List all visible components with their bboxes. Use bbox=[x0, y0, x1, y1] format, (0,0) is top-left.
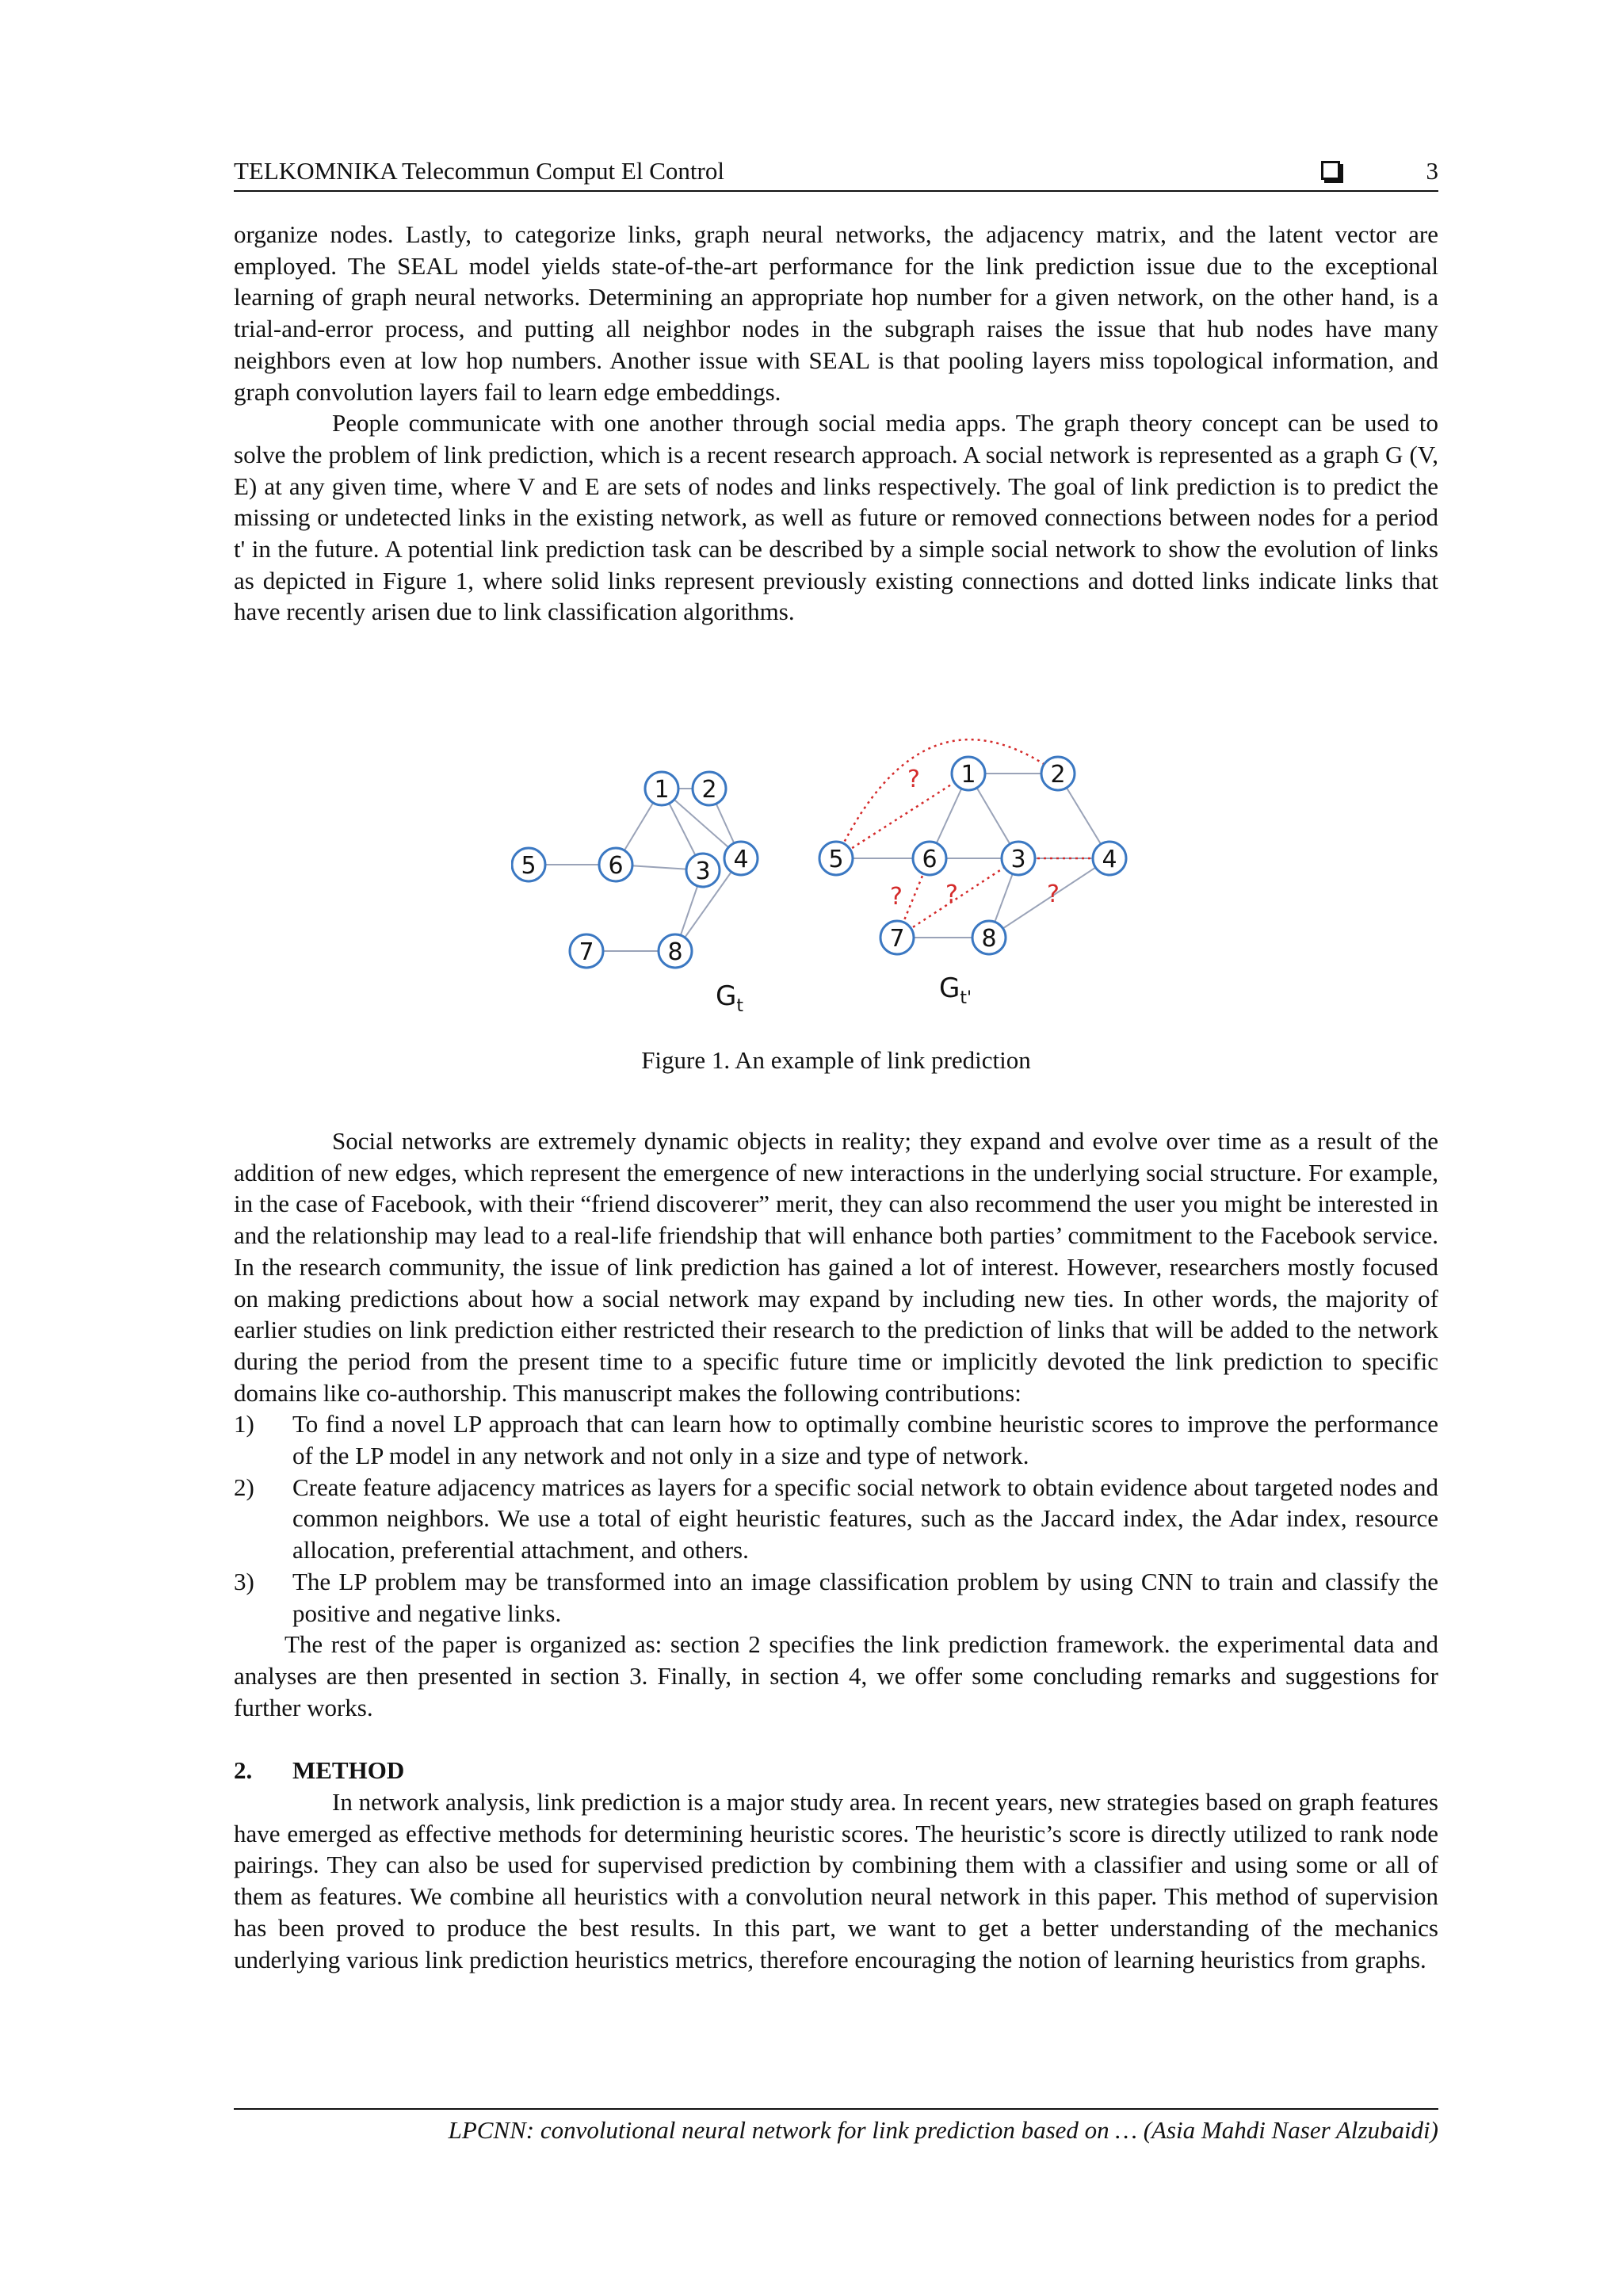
svg-text:7: 7 bbox=[579, 938, 594, 966]
svg-text:4: 4 bbox=[1102, 846, 1117, 873]
list-item-text: The LP problem may be transformed into an image classification problem by using CNN to train and classify the positive and negative links. bbox=[292, 1567, 1438, 1627]
body-section bbox=[234, 1125, 1438, 1975]
method-paragraph: In network analysis, link prediction is a major study area. In recent years, new strategies based on graph features have emerged as effective methods for determining heuristic scores. The heuristic’s score is directly utilized to rank node pairings. They can also be used for supervised prediction by combining them with a classifier and using some or all of them as features. We combine all heuristics with a convolution neural network in this paper. This method of supervision has been proved to produce the best results. In this part, we want to get a better understanding of the mechanics underlying various link prediction heuristics metrics, therefore encouraging the notion of learning heuristics from graphs. bbox=[234, 1788, 1438, 1973]
svg-text:2: 2 bbox=[1050, 761, 1066, 789]
question-mark-3: ? bbox=[945, 881, 958, 908]
predicted-edge-5-2 bbox=[836, 739, 1058, 858]
right-graph-nodes bbox=[819, 757, 1126, 954]
contributions-list bbox=[234, 1408, 1438, 1629]
node-8 bbox=[659, 934, 692, 968]
node-4 bbox=[724, 842, 758, 875]
svg-text:6: 6 bbox=[608, 852, 624, 880]
list-item bbox=[234, 1408, 1438, 1471]
svg-text:1: 1 bbox=[654, 776, 670, 804]
list-item-text: To find a novel LP approach that can learn how to optimally combine heuristic scores to improve the performance of the LP model in any network and not only in a size and type of network. bbox=[292, 1410, 1438, 1470]
node-6 bbox=[599, 848, 632, 881]
question-mark-2: ? bbox=[890, 883, 903, 911]
left-graph-nodes bbox=[512, 772, 758, 968]
node-1-prime bbox=[952, 757, 985, 790]
body-paragraph: Social networks are extremely dynamic objects in reality; they expand and evolve over time as a result of the addition of new edges, which represent the emergence of new interactions in the underlying social structure. For example, in the case of Facebook, with their “friend discoverer” merit, they can also recommend the user you might be interested in and the relationship may lead to a real-life friendship that will enhance both parties’ commitment to the Facebook service. In the research community, the issue of link prediction has gained a lot of interest. However, researchers mostly focused on making predictions about how a social network may expand by including new ties. In other words, the majority of earlier studies on link prediction either restricted their research to the prediction of links that will be added to the network during the period from the present time to a specific future time or implicitly devoted the link prediction to specific domains like co-authorship. This manuscript makes the following contributions: bbox=[234, 1127, 1438, 1407]
svg-text:2: 2 bbox=[701, 776, 717, 804]
node-7 bbox=[570, 934, 603, 968]
graph-left-label: $G_t$ bbox=[716, 980, 743, 1016]
list-item-number: 1) bbox=[234, 1410, 254, 1438]
node-6-prime bbox=[913, 842, 946, 875]
page-number: 3 bbox=[1426, 157, 1438, 185]
svg-text:7: 7 bbox=[889, 925, 905, 953]
svg-text:8: 8 bbox=[667, 938, 683, 966]
right-graph-edges bbox=[836, 774, 1109, 938]
list-item-number: 3) bbox=[234, 1567, 254, 1595]
page-footer: LPCNN: convolutional neural network for link prediction based on … (Asia Mahdi Naser Alzubaidi) bbox=[234, 2108, 1438, 2146]
list-item-text: Create feature adjacency matrices as layers for a specific social network to obtain evidence about targeted nodes and common neighbors. We use a total of eight heuristic features, such as the Jaccard index, the Adar index, resource allocation, preferential attachment, and others. bbox=[292, 1473, 1438, 1564]
list-item bbox=[234, 1566, 1438, 1629]
graph-right-label: $G_{t'}$ bbox=[939, 972, 972, 1008]
node-2-prime bbox=[1041, 757, 1075, 790]
svg-text:6: 6 bbox=[922, 846, 938, 873]
intro-section bbox=[234, 219, 1438, 628]
page-header bbox=[234, 152, 1438, 192]
svg-text:1: 1 bbox=[960, 761, 976, 789]
journal-name: TELKOMNIKA Telecommun Comput El Control bbox=[234, 157, 724, 185]
svg-text:5: 5 bbox=[521, 852, 537, 880]
section-title: METHOD bbox=[292, 1756, 405, 1785]
section-number: 2. bbox=[234, 1756, 253, 1785]
figure-1 bbox=[511, 708, 1145, 1029]
link-prediction-diagram bbox=[511, 708, 1145, 1029]
node-1 bbox=[645, 772, 678, 805]
svg-text:3: 3 bbox=[695, 858, 711, 885]
organization-paragraph: The rest of the paper is organized as: section 2 specifies the link prediction framework. the experimental data and analyses are then presented in section 3. Finally, in section 4, we offer some concluding remarks and suggestions for further works. bbox=[234, 1630, 1438, 1721]
graph-labels bbox=[716, 972, 972, 1016]
node-7-prime bbox=[880, 921, 914, 954]
intro-paragraph-1: organize nodes. Lastly, to categorize links, graph neural networks, the adjacency matrix, and the latent vector are employed. The SEAL model yields state-of-the-art performance for the link prediction issue due to the exceptional learning of graph neural networks. Determining an appropriate hop number for a given network, on the other hand, is a trial-and-error process, and putting all neighbor nodes in the subgraph raises the issue that hub nodes have many neighbors even at low hop numbers. Another issue with SEAL is that pooling layers miss topological information, and graph convolution layers fail to learn edge embeddings. bbox=[234, 220, 1438, 406]
svg-text:3: 3 bbox=[1010, 846, 1026, 873]
figure-caption: Figure 1. An example of link prediction bbox=[641, 1046, 1031, 1074]
node-8-prime bbox=[972, 921, 1006, 954]
node-2 bbox=[693, 772, 726, 805]
svg-text:4: 4 bbox=[733, 846, 749, 873]
node-5 bbox=[512, 848, 545, 881]
list-item-number: 2) bbox=[234, 1473, 254, 1501]
node-3 bbox=[686, 854, 720, 887]
svg-text:8: 8 bbox=[981, 925, 997, 953]
question-mark-4: ? bbox=[1047, 881, 1060, 908]
list-item bbox=[234, 1472, 1438, 1566]
question-mark-1: ? bbox=[907, 766, 920, 793]
section-heading bbox=[234, 1755, 1438, 1786]
node-4-prime bbox=[1093, 842, 1126, 875]
svg-text:5: 5 bbox=[828, 846, 844, 873]
node-5-prime bbox=[819, 842, 853, 875]
node-3-prime bbox=[1002, 842, 1035, 875]
checkbox-square-icon bbox=[1321, 161, 1340, 180]
intro-paragraph-2: People communicate with one another through social media apps. The graph theory concept can be used to solve the problem of link prediction, which is a recent research approach. A social network is represented as a graph G (V, E) at any given time, where V and E are sets of nodes and links respectively. The goal of link prediction is to predict the missing or undetected links in the existing network, as well as future or removed connections between nodes for a period t' in the future. A potential link prediction task can be described by a simple social network to show the evolution of links as depicted in Figure 1, where solid links represent previously existing connections and dotted links indicate links that have recently arisen due to link classification algorithms. bbox=[234, 409, 1438, 626]
